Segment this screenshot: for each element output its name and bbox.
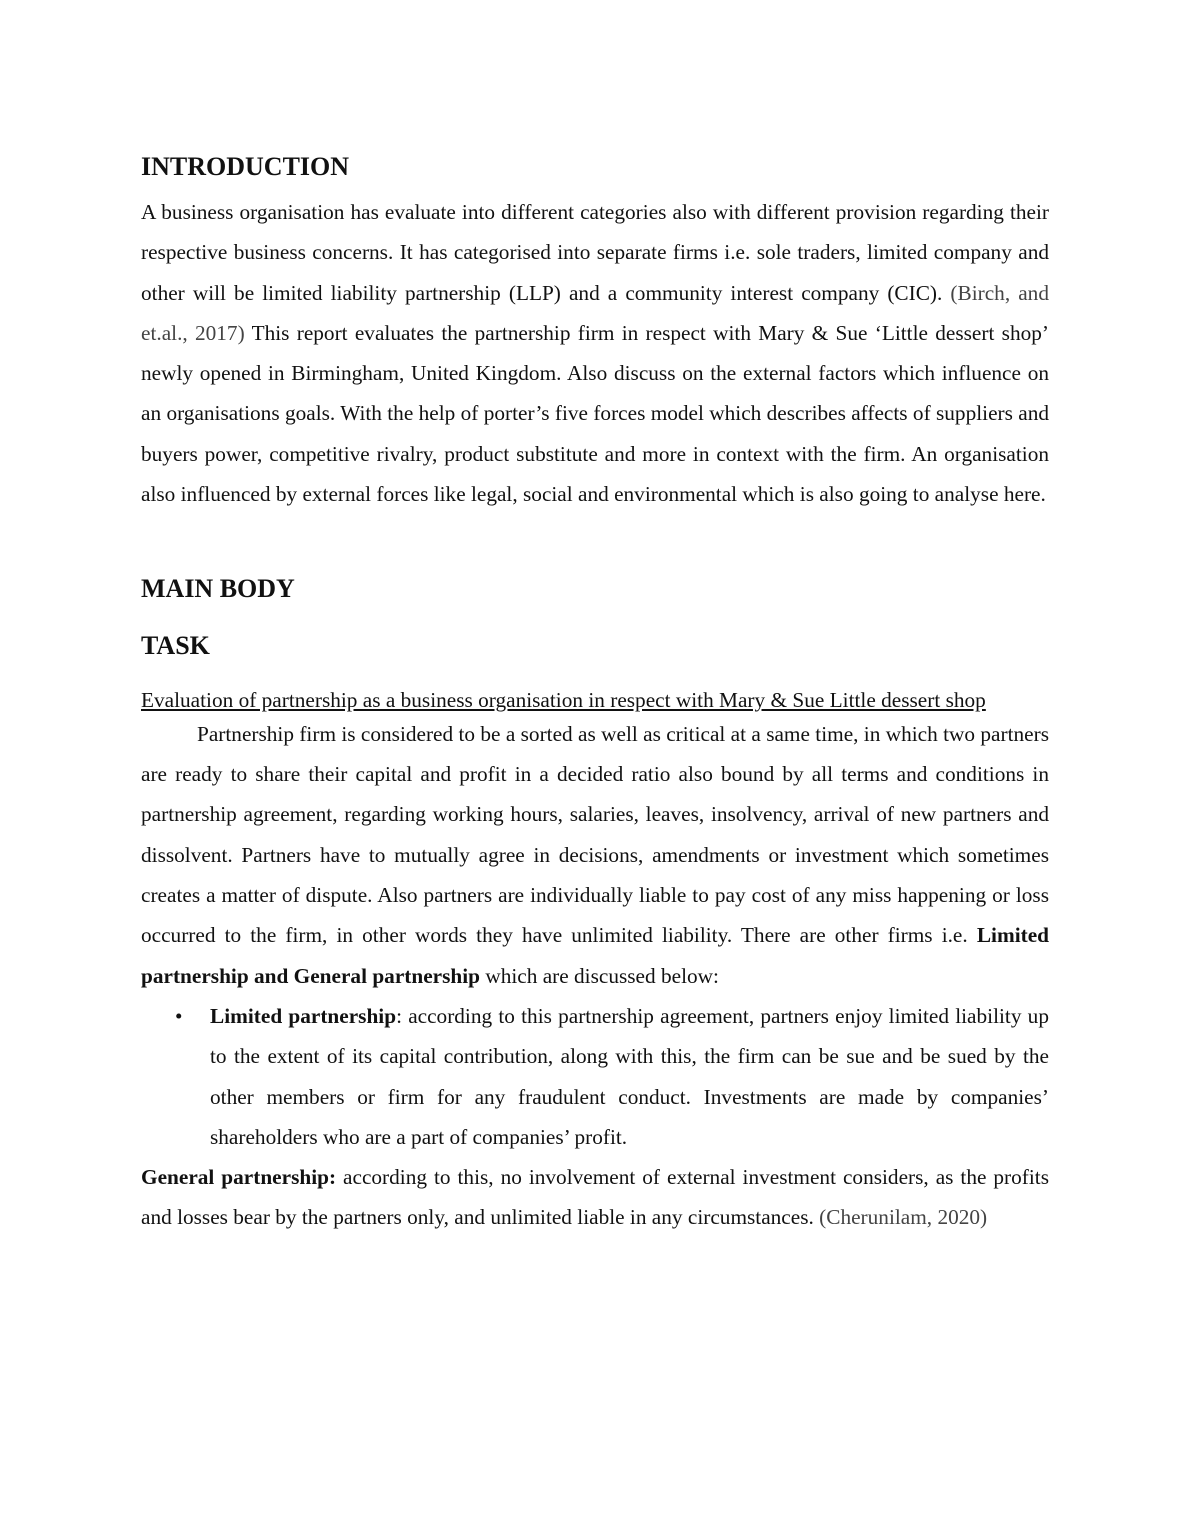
introduction-heading: INTRODUCTION [141,152,350,181]
section-subheading: Evaluation of partnership as a business organisation in respect with Mary & Sue Little dessert shop [141,688,986,713]
partnership-paragraph [141,714,1049,996]
general-partnership-term: General partnership: [141,1165,337,1190]
general-partnership-text: according to this, no involvement of external investment considers, as the profits and losses bear by the partners only, and unlimited liable in any circumstances. [141,1165,1049,1230]
main-body-heading: MAIN BODY [141,574,295,604]
partnership-types-bold: Limited partnership and General partnership [141,923,1049,988]
intro-citation: (Birch, and et.al., 2017) [141,280,1049,345]
general-citation: (Cherunilam, 2020) [819,1205,988,1230]
partnership-text-part2: which are discussed below: [480,963,719,988]
intro-text-part2: This report evaluates the partnership firm in respect with Mary & Sue ‘Little dessert shop’ newly opened in Birmingham, United Kingdom. Also discuss on the external factors which influence on an organisations goals. With the help of porter’s five forces model which describes affects of suppliers and buyers power, competitive rivalry, product substitute and more in context with the firm. An organisation also influenced by external forces like legal, social and environmental which is also going to analyse here. [141,320,1049,507]
limited-partnership-paragraph [210,996,1049,1157]
task-heading: TASK [141,631,210,661]
bullet-icon: • [175,1003,183,1028]
partnership-bullet-list [141,996,1049,1157]
introduction-paragraph [141,192,1049,514]
limited-partnership-text: : according to this partnership agreement, partners enjoy limited liability up to the extent of its capital contribution, along with this, the firm can be sue and be sued by the other members or firm for any fraudulent conduct. Investments are made by companies’ shareholders who are a part of companies’ profit. [210,1003,1049,1149]
partnership-text-part1: Partnership firm is considered to be a sorted as well as critical at a same time, in which two partners are ready to share their capital and profit in a decided ratio also bound by all terms and conditions in partnership agreement, regarding working hours, salaries, leaves, insolvency, arrival of new partners and dissolvent. Partners have to mutually agree in decisions, amendments or investment which sometimes creates a matter of dispute. Also partners are individually liable to pay cost of any miss happening or loss occurred to the firm, in other words they have unlimited liability. There are other firms i.e. [141,721,1049,948]
page-content [141,148,1049,1238]
intro-text-part1: A business organisation has evaluate into different categories also with different provision regarding their respective business concerns. It has categorised into separate firms i.e. sole traders, limited company and other will be limited liability partnership (LLP) and a community interest company (CIC). [141,200,1049,305]
limited-partnership-term: Limited partnership [210,1003,397,1028]
general-partnership-paragraph [141,1157,1049,1238]
list-item [141,996,1049,1157]
